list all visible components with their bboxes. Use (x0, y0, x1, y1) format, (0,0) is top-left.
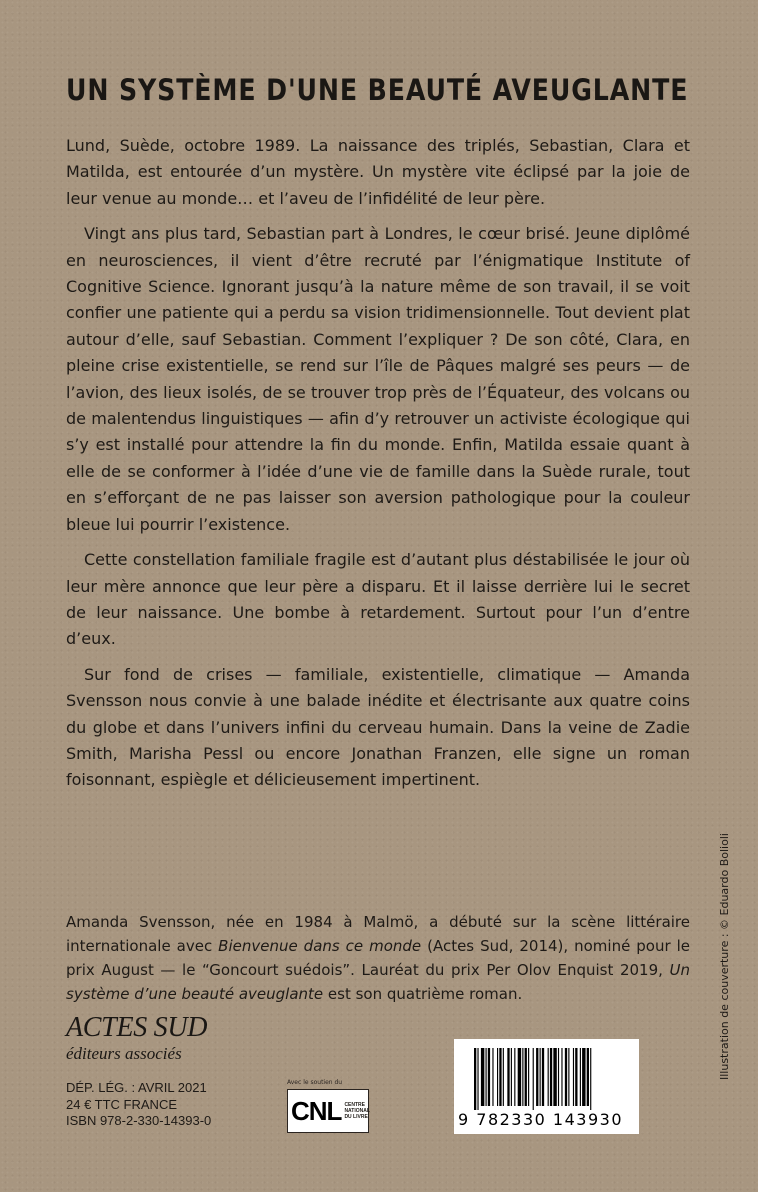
barcode-bar (587, 1048, 589, 1106)
barcode-bars (474, 1048, 626, 1110)
barcode-bar (474, 1048, 476, 1110)
cnl-logo-box (287, 1089, 369, 1133)
barcode-bar (553, 1048, 556, 1106)
barcode-bar (582, 1048, 585, 1106)
cover-illustration-credit: Illustration de couverture : © Eduardo Bolioli (718, 833, 731, 1080)
barcode-bar (540, 1048, 541, 1106)
barcode-bar (499, 1048, 501, 1106)
book-title: UN SYSTÈME D'UNE BEAUTÉ AVEUGLANTE (66, 73, 689, 107)
barcode-bar (477, 1048, 478, 1110)
barcode-bar (492, 1048, 493, 1106)
bio-text-segment: (Actes Sud, 2014), nominé pour le prix August — le “Goncourt suédois”. Lauréat du prix Per Olov Enquist 2019, (66, 937, 690, 979)
cnl-full-name: CENTRE NATIONAL DU LIVRE (344, 1102, 370, 1120)
barcode-bar (486, 1048, 487, 1106)
author-bio (66, 910, 690, 1006)
barcode-bar (573, 1048, 574, 1106)
bio-text-segment: Amanda Svensson, née en 1984 à Malmö, a débuté sur la scène littéraire internationale avec (66, 913, 690, 955)
cnl-support-logo (287, 1079, 375, 1133)
legal-info (66, 1080, 211, 1130)
barcode-bar (536, 1048, 538, 1106)
barcode-bar (507, 1048, 509, 1106)
blurb-paragraph: Sur fond de crises — familiale, existentielle, climatique — Amanda Svensson nous convie à une balade inédite et électrisante aux quatre coins du globe et dans l’univers infini du cerveau humain. Dans la veine de Zadie Smith, Marisha Pessl ou encore Jonathan Franzen, elle signe un roman foisonnant, espiègle et délicieusement impertinent. (66, 664, 690, 790)
barcode-bar (514, 1048, 515, 1106)
barcode-bar (503, 1048, 504, 1106)
publisher-subtitle: éditeurs associés (66, 1044, 182, 1063)
isbn: ISBN 978-2-330-14393-0 (66, 1113, 212, 1128)
barcode-bar (568, 1048, 569, 1106)
blurb-paragraph: Cette constellation familiale fragile est d’autant plus déstabilisée le jour où leur mère annonce que leur père a disparu. Et il laisse derrière lui le secret de leur naissance. Une bombe à retardement. Surtout pour l’un d’entre d’eux. (66, 550, 690, 649)
barcode-bar (497, 1048, 498, 1106)
author-bio-text (66, 910, 690, 1006)
barcode-bar (558, 1048, 559, 1106)
barcode-digits: 9 782330 143930 (458, 1110, 624, 1129)
barcode-bar (528, 1048, 529, 1106)
barcode-bar (548, 1048, 549, 1106)
barcode-bar (590, 1048, 591, 1110)
barcode-bar (488, 1048, 490, 1106)
barcode-bar (561, 1048, 562, 1106)
back-cover-blurb (66, 133, 690, 803)
price: 24 € TTC FRANCE (66, 1096, 178, 1112)
barcode-bar (511, 1048, 512, 1106)
barcode-bar (533, 1048, 534, 1110)
barcode-bar (565, 1048, 567, 1106)
barcode-bar (580, 1048, 581, 1106)
book-title-reference: Bienvenue dans ce monde (218, 937, 422, 955)
book-title-reference: Un système d’une beauté aveuglante (66, 961, 690, 1003)
barcode-bar (522, 1048, 523, 1106)
barcode-bar (481, 1048, 484, 1106)
barcode-bar (550, 1048, 552, 1106)
blurb-paragraph: Lund, Suède, octobre 1989. La naissance des triplés, Sebastian, Clara et Matilda, est entourée d’un mystère. Un mystère vite éclipsé par la joie de leur venue au monde… et l’aveu de l’infidélité de leur père. (66, 136, 690, 208)
barcode-bar (575, 1048, 577, 1106)
barcode-bar (518, 1048, 521, 1106)
publisher-logo (66, 1013, 207, 1064)
cnl-caption: Avec le soutien du (287, 1079, 343, 1086)
cnl-letters: CNL (291, 1095, 342, 1126)
barcode-bar (525, 1048, 527, 1106)
barcode-bar (542, 1048, 544, 1106)
bio-text-segment: est son quatrième roman. (323, 985, 523, 1003)
blurb-paragraph: Vingt ans plus tard, Sebastian part à Londres, le cœur brisé. Jeune diplômé en neurosciences, il vient d’être recruté par l’énigmatique Institute of Cognitive Science. Ignorant jusqu’à la nature même de son travail, il se voit confier une patiente qui a perdu sa vision tridimensionnelle. Tout devient plat autour d’elle, sauf Sebastian. Comment l’expliquer ? De son côté, Clara, en pleine crise existentielle, se rend sur l’île de Pâques malgré ses peurs — de l’avion, des lieux isolés, de se trouver trop près de l’Équateur, des volcans ou de malentendus linguistiques — afin d’y retrouver un activiste écologique qui s’y est installé pour attendre la fin du monde. Enfin, Matilda essaie quant à elle de se conformer à l’idée d’une vie de famille dans la Suède rurale, tout en s’efforçant de ne pas laisser son aversion pathologique pour la couleur bleue lui pourrir l’existence. (66, 224, 690, 534)
isbn-barcode (454, 1039, 639, 1134)
publisher-name: ACTES SUD (66, 1012, 208, 1043)
legal-deposit: DÉP. LÉG. : AVRIL 2021 (66, 1080, 207, 1095)
